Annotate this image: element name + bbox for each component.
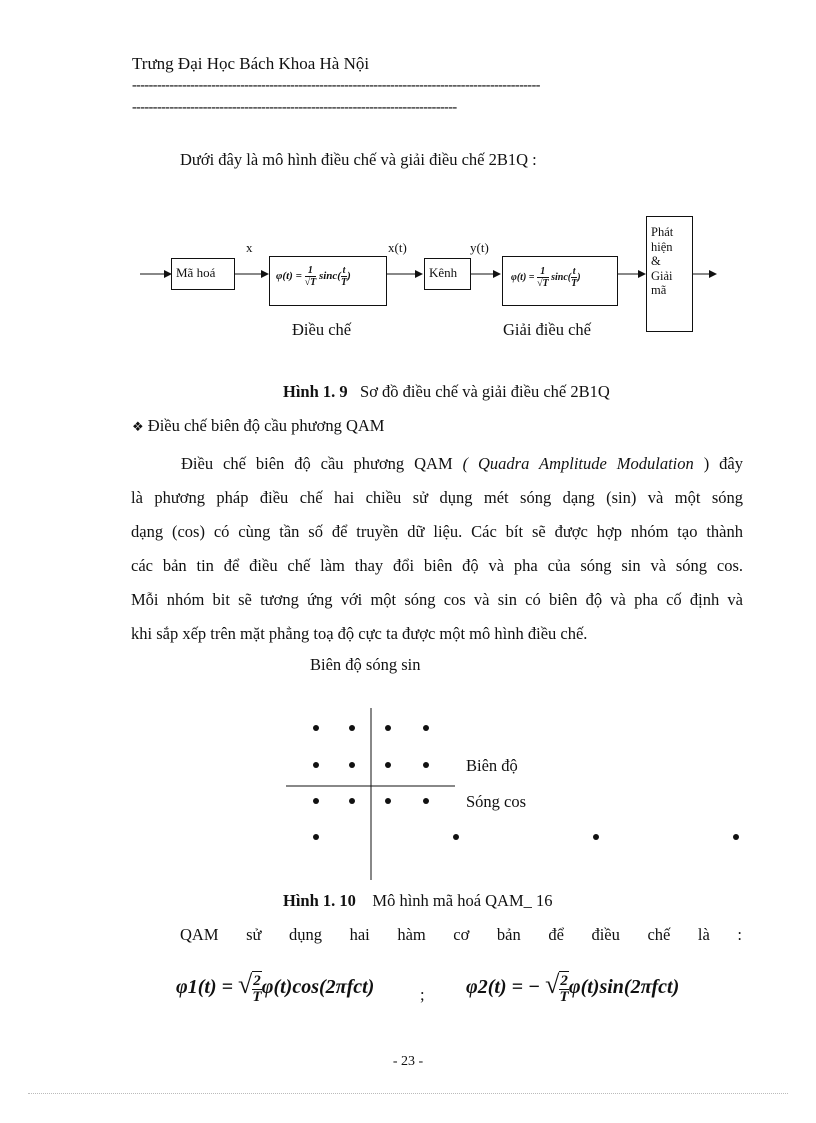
paragraph-line: Mỗi nhóm bit sẽ tương ứng với một sóng cos và sin có biên độ và pha cố định và: [131, 590, 743, 609]
paragraph-line: là phương pháp điều chế hai chiều sử dụng mét sóng dạng (sin) và một sóng: [131, 488, 743, 507]
channel-block: Kênh: [424, 258, 471, 290]
axis-label-sin: Biên độ sóng sin: [310, 655, 421, 674]
section-bullet: [132, 416, 384, 436]
constellation-point: [423, 798, 429, 804]
paragraph-line: các bản tin để điều chế làm thay đổi biên độ và pha của sóng sin và sóng cos.: [131, 556, 743, 575]
figure-caption-2: Hình 1. 10 Mô hình mã hoá QAM_ 16: [283, 891, 553, 910]
intro-text: Dưới đây là mô hình điều chế và giải điều chế 2B1Q :: [180, 150, 537, 169]
qam-paragraph: [131, 447, 743, 651]
footer-dotted-rule: [28, 1093, 788, 1094]
constellation-point: [423, 762, 429, 768]
constellation-axes: [0, 700, 816, 890]
label-demodulation: Giải điều chế: [503, 320, 591, 339]
formula-phi2: φ2(t) = − √ $\frac{2}{T}$ φ(t)sin(2πfct): [466, 970, 680, 1006]
diagram-arrows: [0, 0, 816, 400]
encoder-block: Mã hoá: [171, 258, 235, 290]
constellation-point: [349, 798, 355, 804]
constellation-point: [385, 798, 391, 804]
signal-label-yt: y(t): [470, 240, 489, 255]
page-header: Trưng Đại Học Bách Khoa Hà Nội: [132, 54, 370, 73]
modulator-formula: φ(t) = $\frac{1}{√T}$ sinc( $\frac{t}{T}$ ): [276, 265, 351, 288]
page-number: - 23 -: [392, 1054, 424, 1069]
constellation-point: [385, 762, 391, 768]
signal-label-xt: x(t): [388, 240, 407, 255]
constellation-point: [313, 834, 319, 840]
qam-basis-sentence: QAM sử dụng hai hàm cơ bản để điều chế là :: [180, 925, 742, 944]
header-rule-1: --------------------------------------------------------------------------------------------------: [132, 78, 540, 93]
constellation-point: [733, 834, 739, 840]
label-modulation: Điều chế: [292, 320, 352, 339]
signal-label-x: x: [246, 240, 253, 255]
paragraph-line: khi sắp xếp trên mặt phẳng toạ độ cực ta được một mô hình điều chế.: [131, 624, 588, 643]
constellation-point: [313, 798, 319, 804]
formula-phi1: φ1(t) = √ $\frac{2}{T}$ φ(t)cos(2πfct): [176, 970, 375, 1006]
formula-separator: ;: [420, 985, 425, 1004]
constellation-point: [349, 725, 355, 731]
modulator-filter-block: [269, 256, 387, 306]
constellation-point: [423, 725, 429, 731]
constellation-point: [593, 834, 599, 840]
axis-label-amplitude: Biên độ: [466, 756, 518, 775]
constellation-point: [385, 725, 391, 731]
section-heading: Điều chế biên độ cầu phương QAM: [147, 416, 385, 435]
axis-label-cos: Sóng cos: [466, 792, 527, 811]
header-rule-2: ------------------------------------------------------------------------------: [132, 100, 457, 115]
constellation-point: [313, 762, 319, 768]
constellation-point: [349, 762, 355, 768]
figure-caption-1: Hình 1. 9 Sơ đồ điều chế và giải điều chế 2B1Q: [283, 382, 610, 401]
diamond-bullet-icon: ❖: [132, 420, 144, 435]
demodulator-formula: φ(t) = $\frac{1}{√T}$ sinc( $\frac{t}{T}$ ): [511, 266, 581, 289]
constellation-point: [313, 725, 319, 731]
paragraph-line: dạng (cos) có cùng tần số để truyền dữ liệu. Các bít sẽ được hợp nhóm tạo thành: [131, 522, 743, 541]
detector-label: Phát hiện & Giải mã: [651, 225, 674, 297]
detector-decoder-block: [646, 216, 693, 332]
demodulator-filter-block: [502, 256, 618, 306]
constellation-point: [453, 834, 459, 840]
paragraph-line: Điều chế biên độ cầu phương QAM ( Quadra Amplitude Modulation ) đây: [181, 454, 743, 473]
